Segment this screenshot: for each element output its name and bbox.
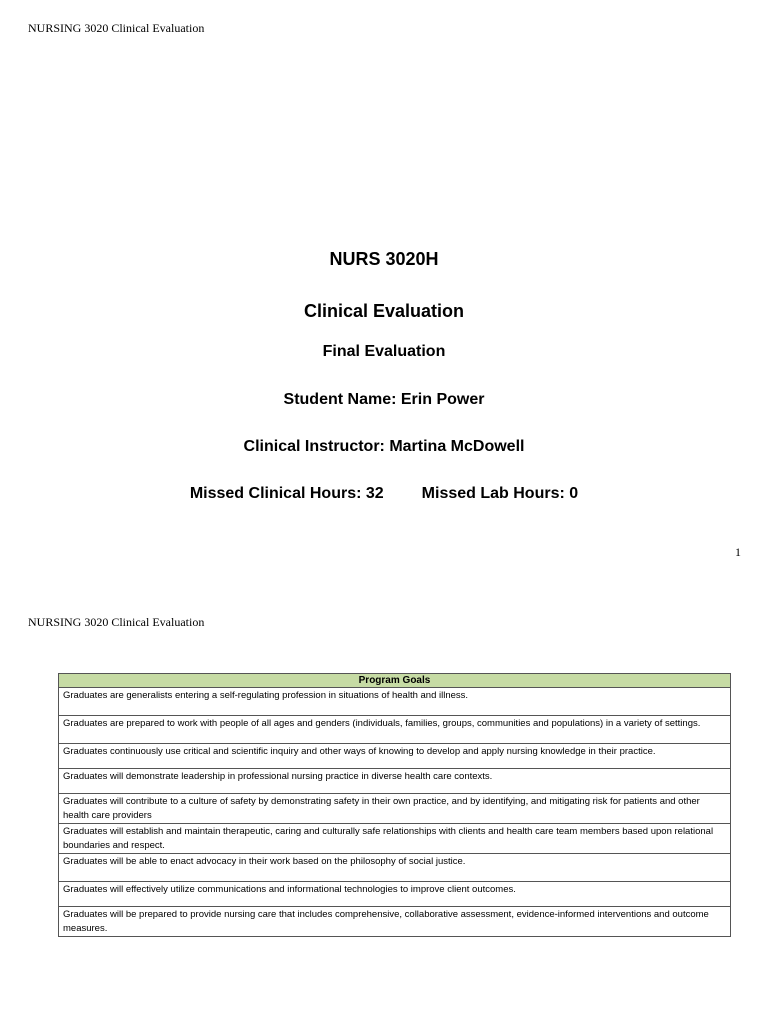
missed-lab-hours: Missed Lab Hours: 0 bbox=[421, 485, 579, 502]
table-row: Graduates will demonstrate leadership in professional nursing practice in diverse health care contexts. bbox=[59, 769, 731, 794]
table-header: Program Goals bbox=[59, 674, 731, 688]
table-row: Graduates will be prepared to provide nursing care that includes comprehensive, collaborative assessment, evidence-informed interventions and outcome measures. bbox=[59, 907, 731, 937]
table-row: Graduates will be able to enact advocacy in their work based on the philosophy of social justice. bbox=[59, 854, 731, 882]
program-goals-table bbox=[58, 673, 731, 937]
page-title: Clinical Evaluation bbox=[303, 301, 465, 321]
missed-clinical-hours: Missed Clinical Hours: 32 bbox=[189, 485, 384, 502]
page-number: 1 bbox=[735, 545, 741, 559]
table-row: Graduates will contribute to a culture of safety by demonstrating safety in their own practice, and by identifying, and mitigating risk for patients and other health care providers bbox=[59, 794, 731, 824]
table-row: Graduates continuously use critical and scientific inquiry and other ways of knowing to develop and apply nursing knowledge in their practice. bbox=[59, 744, 731, 769]
clinical-instructor: Clinical Instructor: Martina McDowell bbox=[243, 438, 525, 455]
student-name: Student Name: Erin Power bbox=[283, 391, 485, 408]
running-header: NURSING 3020 Clinical Evaluation bbox=[28, 21, 205, 35]
table-row: Graduates will effectively utilize communications and informational technologies to improve client outcomes. bbox=[59, 882, 731, 907]
table-row: Graduates are prepared to work with people of all ages and genders (individuals, families, groups, communities and populations) in a variety of settings. bbox=[59, 716, 731, 744]
running-header: NURSING 3020 Clinical Evaluation bbox=[28, 615, 205, 629]
table-row: Graduates are generalists entering a self-regulating profession in situations of health and illness. bbox=[59, 688, 731, 716]
missed-hours-row bbox=[0, 485, 768, 503]
evaluation-type: Final Evaluation bbox=[322, 343, 446, 360]
table-row: Graduates will establish and maintain therapeutic, caring and culturally safe relationships with clients and health care team members based upon relational boundaries and respect. bbox=[59, 824, 731, 854]
course-code: NURS 3020H bbox=[329, 249, 439, 269]
